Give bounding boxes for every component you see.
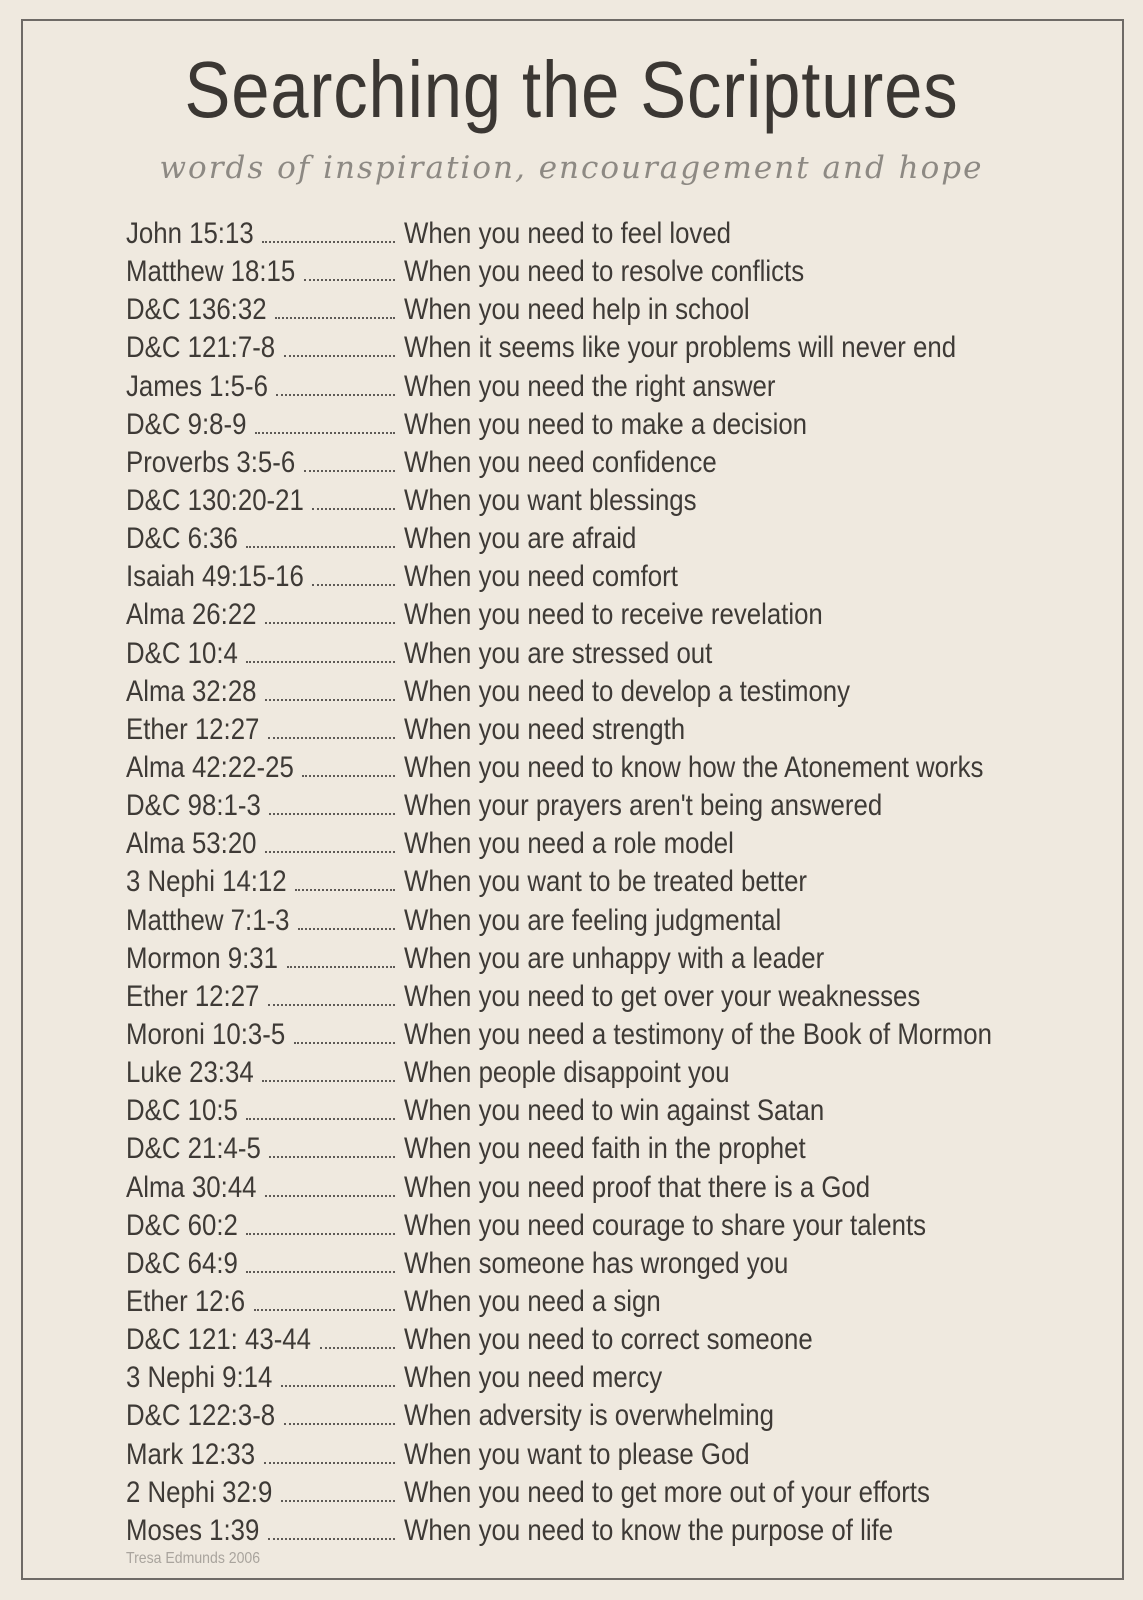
need-description: When you need confidence	[404, 445, 717, 479]
list-item	[126, 291, 1046, 329]
list-item	[126, 711, 1046, 749]
need-description: When adversity is overwhelming	[404, 1399, 774, 1433]
page-subtitle: words of inspiration, encouragement and hope	[159, 150, 984, 186]
list-item	[126, 825, 1046, 863]
need-description: When people disappoint you	[404, 1056, 730, 1090]
need-description: When you want to please God	[404, 1437, 750, 1471]
scripture-reference: Alma 26:22	[126, 598, 257, 632]
scripture-reference: D&C 98:1-3	[126, 789, 261, 823]
list-item	[126, 1512, 1046, 1550]
scripture-reference: D&C 6:36	[126, 522, 238, 556]
list-item	[126, 596, 1046, 634]
scripture-reference: D&C 21:4-5	[126, 1132, 261, 1166]
scripture-reference: Moses 1:39	[126, 1513, 260, 1547]
need-description: When you need to get more out of your efforts	[404, 1475, 930, 1509]
scripture-reference: Alma 42:22-25	[126, 750, 294, 784]
scripture-reference: D&C 121: 43-44	[126, 1323, 312, 1357]
list-item	[126, 749, 1046, 787]
scripture-reference: Matthew 18:15	[126, 255, 296, 289]
list-item	[126, 520, 1046, 558]
list-item	[126, 215, 1046, 253]
need-description: When you need to feel loved	[404, 217, 732, 250]
scripture-reference: Luke 23:34	[126, 1056, 254, 1090]
need-description: When you need to know how the Atonement works	[404, 750, 984, 784]
list-item	[126, 635, 1046, 673]
need-description: When you need comfort	[404, 560, 678, 594]
page-title: Searching the Scriptures	[184, 45, 959, 134]
need-description: When you are afraid	[404, 522, 637, 556]
list-item	[126, 482, 1046, 520]
list-item	[126, 1474, 1046, 1512]
scripture-reference: D&C 122:3-8	[126, 1399, 276, 1433]
list-item	[126, 558, 1046, 596]
list-item	[126, 1016, 1046, 1054]
need-description: When you need proof that there is a God	[404, 1170, 871, 1204]
list-item	[126, 1436, 1046, 1474]
need-description: When you need to know the purpose of life	[404, 1513, 894, 1547]
scripture-reference: D&C 60:2	[126, 1208, 238, 1242]
scripture-reference: Alma 53:20	[126, 827, 257, 861]
scripture-list	[126, 215, 1046, 1550]
scripture-reference: Moroni 10:3-5	[126, 1017, 286, 1051]
author-credit: Tresa Edmunds 2006	[126, 1550, 261, 1567]
scripture-reference: Ether 12:6	[126, 1284, 246, 1318]
list-item	[126, 863, 1046, 901]
need-description: When you need help in school	[404, 293, 750, 327]
list-item	[126, 1245, 1046, 1283]
list-item	[126, 1321, 1046, 1359]
need-description: When you need strength	[404, 712, 686, 746]
scripture-reference: James 1:5-6	[126, 369, 268, 403]
scripture-reference: Proverbs 3:5-6	[126, 445, 296, 479]
need-description: When you need a testimony of the Book of Mormon	[404, 1017, 992, 1051]
need-description: When you need to receive revelation	[404, 598, 823, 632]
scripture-reference: D&C 130:20-21	[126, 483, 304, 517]
need-description: When you need to get over your weaknesses	[404, 979, 921, 1013]
need-description: When you need courage to share your talents	[404, 1208, 927, 1242]
scripture-reference: D&C 136:32	[126, 293, 267, 327]
need-description: When you need a sign	[404, 1284, 661, 1318]
scripture-reference: Mormon 9:31	[126, 941, 279, 975]
need-description: When you need to resolve conflicts	[404, 255, 805, 289]
list-item	[126, 368, 1046, 406]
scripture-reference: Matthew 7:1-3	[126, 903, 290, 937]
scripture-reference: D&C 121:7-8	[126, 331, 276, 365]
scripture-reference: 3 Nephi 14:12	[126, 865, 287, 899]
need-description: When you need a role model	[404, 827, 734, 861]
list-item	[126, 1054, 1046, 1092]
need-description: When you need to win against Satan	[404, 1094, 825, 1128]
scripture-reference: D&C 64:9	[126, 1246, 238, 1280]
scripture-reference: Alma 30:44	[126, 1170, 257, 1204]
scripture-reference: Mark 12:33	[126, 1437, 256, 1471]
list-item	[126, 253, 1046, 291]
need-description: When you are unhappy with a leader	[404, 941, 825, 975]
list-item	[126, 978, 1046, 1016]
need-description: When you are feeling judgmental	[404, 903, 782, 937]
need-description: When someone has wronged you	[404, 1246, 789, 1280]
list-item	[126, 406, 1046, 444]
list-item	[126, 1130, 1046, 1168]
list-item	[126, 1207, 1046, 1245]
need-description: When your prayers aren't being answered	[404, 789, 883, 823]
list-item	[126, 444, 1046, 482]
list-item	[126, 1283, 1046, 1321]
need-description: When you need mercy	[404, 1361, 663, 1395]
need-description: When you need the right answer	[404, 369, 776, 403]
list-item	[126, 329, 1046, 367]
scripture-reference: 2 Nephi 32:9	[126, 1475, 273, 1509]
scripture-reference: D&C 10:5	[126, 1094, 238, 1128]
list-item	[126, 787, 1046, 825]
need-description: When you need faith in the prophet	[404, 1132, 806, 1166]
list-item	[126, 1359, 1046, 1397]
scripture-reference: 3 Nephi 9:14	[126, 1361, 273, 1395]
need-description: When you want blessings	[404, 483, 697, 517]
scripture-reference: D&C 10:4	[126, 636, 238, 670]
list-item	[126, 673, 1046, 711]
need-description: When you need to correct someone	[404, 1323, 813, 1357]
scripture-reference: Ether 12:27	[126, 979, 260, 1013]
scripture-reference: D&C 9:8-9	[126, 407, 247, 441]
scripture-reference: John 15:13	[126, 217, 254, 250]
list-item	[126, 1092, 1046, 1130]
scripture-reference: Ether 12:27	[126, 712, 260, 746]
list-item	[126, 902, 1046, 940]
need-description: When you are stressed out	[404, 636, 713, 670]
list-item	[126, 940, 1046, 978]
need-description: When you need to make a decision	[404, 407, 808, 441]
need-description: When you want to be treated better	[404, 865, 808, 899]
scripture-reference: Alma 32:28	[126, 674, 257, 708]
list-item	[126, 1397, 1046, 1435]
need-description: When it seems like your problems will never end	[404, 331, 957, 365]
list-item	[126, 1169, 1046, 1207]
need-description: When you need to develop a testimony	[404, 674, 851, 708]
scripture-reference: Isaiah 49:15-16	[126, 560, 304, 594]
